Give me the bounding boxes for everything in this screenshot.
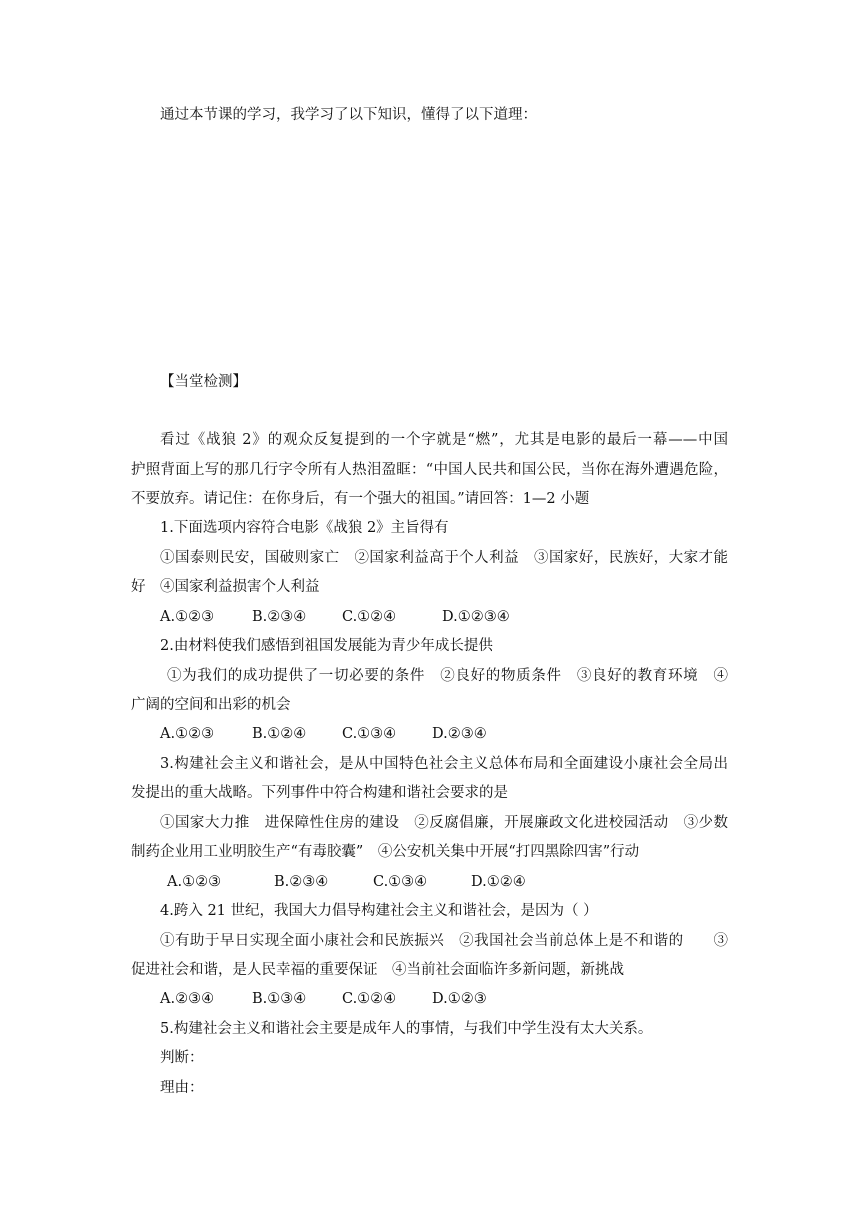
judge-label: 判断： bbox=[160, 1050, 204, 1066]
option-d: D.①②③④ bbox=[442, 609, 510, 625]
question-1-stem: 1.下面选项内容符合电影《战狼 2》主旨得有 bbox=[160, 520, 449, 536]
option-d: D.①②③ bbox=[432, 991, 487, 1007]
question-2-stem: 2.由材料使我们感悟到祖国发展能为青少年成长提供 bbox=[160, 638, 493, 654]
question-4-statements-line-2: 促进社会和谐，是人民幸福的重要保证 ④当前社会面临许多新问题，新挑战 bbox=[131, 962, 624, 978]
option-b: B.①③④ bbox=[252, 991, 307, 1007]
question-1-statements-line-1: ①国泰则民安，国破则家亡 ②国家利益高于个人利益 ③国家好，民族好，大家才能 bbox=[160, 550, 728, 566]
option-c: C.①②④ bbox=[342, 609, 397, 625]
option-d: D.①②④ bbox=[471, 874, 526, 890]
question-3-statements-line-1: ①国家大力推 进保障性住房的建设 ②反腐倡廉，开展廉政文化进校园活动 ③少数 bbox=[160, 815, 728, 831]
question-2-statements-line-1: ①为我们的成功提供了一切必要的条件 ②良好的物质条件 ③良好的教育环境 ④ bbox=[167, 668, 728, 684]
question-4-statements-line-1: ①有助于早日实现全面小康社会和民族振兴 ②我国社会当前总体上是不和谐的 ③ bbox=[160, 933, 728, 949]
question-1-options bbox=[160, 607, 510, 627]
question-5-stem: 5.构建社会主义和谐社会主要是成年人的事情，与我们中学生没有太大关系。 bbox=[160, 1021, 653, 1037]
option-a: A.①②③ bbox=[160, 609, 215, 625]
question-1-statements-line-2: 好 ④国家利益损害个人利益 bbox=[131, 579, 320, 595]
option-c: C.①③④ bbox=[373, 874, 428, 890]
option-c: C.①②④ bbox=[342, 991, 397, 1007]
option-b: B.②③④ bbox=[252, 609, 307, 625]
question-3-stem-line-2: 发提出的重大战略。下列事件中符合构建和谐社会要求的是 bbox=[131, 785, 508, 801]
material-line-3: 不要放弃。请记住：在你身后，有一个强大的祖国。”请回答：1—2 小题 bbox=[131, 491, 590, 507]
question-4-options bbox=[160, 989, 487, 1009]
option-a: A.②③④ bbox=[160, 991, 215, 1007]
material-line-2: 护照背面上写的那几行字令所有人热泪盈眶：“中国人民共和国公民，当你在海外遭遇危险， bbox=[131, 462, 728, 478]
option-a: A.①②③ bbox=[160, 726, 215, 742]
summary-prompt: 通过本节课的学习，我学习了以下知识，懂得了以下道理： bbox=[160, 107, 537, 123]
question-2-options bbox=[160, 724, 487, 744]
option-d: D.②③④ bbox=[432, 726, 487, 742]
question-3-options bbox=[167, 872, 526, 892]
reason-label: 理由： bbox=[160, 1080, 204, 1096]
option-a: A.①②③ bbox=[167, 874, 222, 890]
option-c: C.①③④ bbox=[342, 726, 397, 742]
section-heading: 【当堂检测】 bbox=[160, 374, 247, 390]
material-line-1: 看过《战狼 2》的观众反复提到的一个字就是“燃”，尤其是电影的最后一幕——中国 bbox=[160, 432, 728, 448]
question-3-statements-line-2: 制药企业用工业明胶生产“有毒胶囊” ④公安机关集中开展“打四黑除四害”行动 bbox=[131, 844, 640, 860]
option-b: B.①②④ bbox=[252, 726, 307, 742]
question-4-stem: 4.跨入 21 世纪，我国大力倡导构建社会主义和谐社会，是因为（ ） bbox=[160, 903, 598, 919]
option-b: B.②③④ bbox=[274, 874, 329, 890]
question-2-statements-line-2: 广阔的空间和出彩的机会 bbox=[131, 697, 291, 713]
question-3-stem-line-1: 3.构建社会主义和谐社会，是从中国特色社会主义总体布局和全面建设小康社会全局出 bbox=[160, 756, 728, 772]
